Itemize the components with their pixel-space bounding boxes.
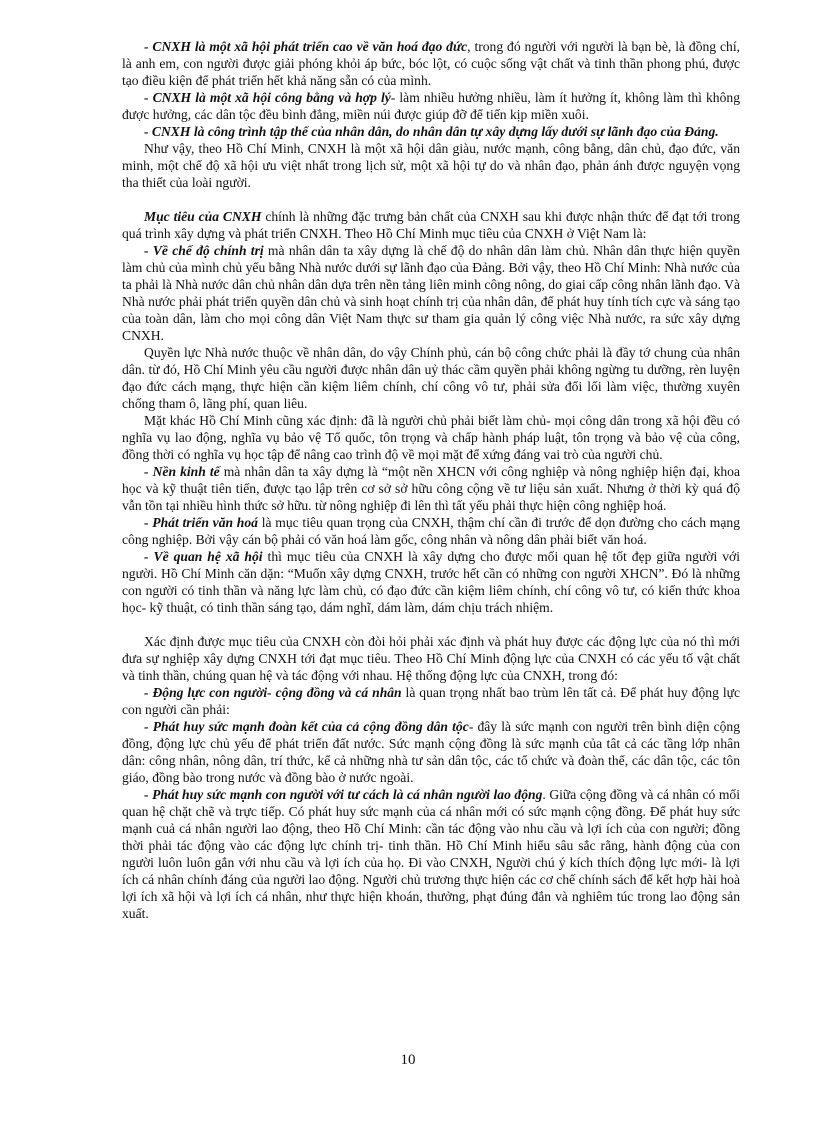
paragraph-3 xyxy=(122,123,740,140)
paragraph-text: là quan trọng nhất bao trùm lên tất cả. Để phát huy động lực con người cần phải: xyxy=(122,685,740,717)
paragraph-text: - làm nhiều hưởng nhiều, làm ít hưởng ít, không làm thì không được hưởng, các dân tộc đều bình đẳng, miền núi được giúp đỡ để tiến kịp miền xuôi. xyxy=(122,90,740,122)
paragraph-10 xyxy=(122,514,740,548)
paragraph-11 xyxy=(122,548,740,616)
paragraph-9 xyxy=(122,463,740,514)
bold-lead: - CNXH là một xã hội phát triển cao về văn hoá đạo đức xyxy=(144,39,468,54)
paragraph-7 xyxy=(122,344,740,412)
paragraph-text: là mục tiêu quan trọng của CNXH, thậm chí cần đi trước để dọn đường cho cách mạng công nghiệp. Bởi vậy cán bộ phải có văn hoá làm gốc, công nhân và nông dân phải biết văn hoá. xyxy=(122,515,740,547)
paragraph-8 xyxy=(122,412,740,463)
bold-lead: - Về chế độ chính trị xyxy=(144,243,264,258)
paragraph-text: thì mục tiêu của CNXH là xây dựng cho được mối quan hệ tốt đẹp giữa người với người. Hồ Chí Minh căn dặn: “Muốn xây dựng CNXH, trước hết cần có những con người XHCN”. Đó là những con người có tinh thần và năng lực làm chủ, có đạo đức cần kiệm liêm chính, chí công vô tư, có kiến thức khoa học- kỹ thuật, có tinh thần sáng tạo, dám nghĩ, dám làm, dám chịu trách nhiệm. xyxy=(122,549,741,615)
bold-lead: - Phát huy sức mạnh con người với tư cách là cá nhân người lao động xyxy=(144,787,543,802)
bold-lead: Mục tiêu của CNXH xyxy=(144,209,262,224)
paragraph-text: Như vậy, theo Hồ Chí Minh, CNXH là một xã hội dân giàu, nước mạnh, công bằng, dân chủ, đạo đức, văn minh, một chế độ xã hội ưu việt nhất trong lịch sử, một xã hội tự do và nhân đạo, phản ánh được nguyện vọng tha thiết của loài người. xyxy=(122,141,740,190)
paragraph-text: - đây là sức mạnh con người trên bình diện cộng đồng, động lực chủ yếu để phát triển đất nước. Sức mạnh cộng đồng là sức mạnh của tât cả các tầng lớp nhân dân: công nhân, nông dân, trí thức, kể cả những nhà tư sản dân tộc, các tổ chức và đoàn thể, các dân tộc, các tôn giáo, đồng bào trong nước và đồng bào ở nước ngoài. xyxy=(122,719,740,785)
spacer xyxy=(122,616,740,633)
paragraph-12 xyxy=(122,633,740,684)
paragraph-4 xyxy=(122,140,740,191)
paragraph-text: mà nhân dân ta xây dựng là “một nền XHCN với công nghiệp và nông nghiệp hiện đại, khoa học và kỹ thuật tiên tiến, được tạo lập trên cơ sở sở hữu công cộng về tư liệu sản xuất. Nhưng ở thời kỳ quá độ vẫn tồn tại nhiều hình thức sở hữu. từ nông nghiệp đi lên thì tất yếu phải thực hiện công nghiệp hoá. xyxy=(122,464,740,513)
bold-lead: - Động lực con người- cộng đồng và cá nhân xyxy=(144,685,402,700)
paragraph-14 xyxy=(122,718,740,786)
paragraph-text: . Giữa cộng đồng và cá nhân có mối quan hệ chặt chẽ và trực tiếp. Có phát huy sức mạnh của cá nhân mới có sức mạnh cộng đồng. Để phát huy sức mạnh cuả cá nhân người lao động, theo Hồ Chí Minh: cần tác động vào nhu cầu và lợi ích của con người; đồng thời phải tác động vào các động lực chính trị- tinh thần. Hồ Chí Minh hiểu sâu sắc rằng, hành động của con người luôn luôn gắn với nhu cầu và lợi ích của họ. Đi vào CNXH, Người chú ý kích thích động lực mới- là lợi ích cá nhân chính đáng của người lao động. Người chủ trương thực hiện các cơ chế chính sách để kết hợp hài hoà lợi ích xã hội và lợi ích cá nhân, như thực hiện khoán, thưởng, phạt đúng đắn và nghiêm túc trong lao động sản xuất. xyxy=(122,787,740,921)
paragraph-text: Xác định được mục tiêu của CNXH còn đòi hỏi phải xác định và phát huy được các động lực của nó thì mới đưa sự nghiệp xây dựng CNXH tới đạt mục tiêu. Theo Hồ Chí Minh động lực của CNXH có các yếu tố vật chất và tinh thần, chúng quan hệ và tác động với nhau. Hệ thống động lực của CNXH, trong đó: xyxy=(122,634,740,683)
page-number: 10 xyxy=(400,1052,416,1068)
paragraph-6 xyxy=(122,242,740,344)
paragraph-2 xyxy=(122,89,740,123)
paragraph-text: chính là những đặc trưng bản chất của CNXH sau khi được nhận thức để đạt tới trong quá trình xây dựng và phát triển CNXH. Theo Hồ Chí Minh mục tiêu của CNXH ở Việt Nam là: xyxy=(122,209,740,241)
paragraph-1 xyxy=(122,38,740,89)
bold-lead: - Phát huy sức mạnh đoàn kết của cả cộng đồng dân tộc xyxy=(144,719,469,734)
paragraph-13 xyxy=(122,684,740,718)
bold-lead: - Phát triển văn hoá xyxy=(144,515,258,530)
bold-lead: - Về quan hệ xã hội xyxy=(144,549,263,564)
paragraph-text: Quyền lực Nhà nước thuộc về nhân dân, do vậy Chính phủ, cán bộ công chức phải là đầy tớ chung của nhân dân. từ đó, Hồ Chí Minh yêu cầu người được nhân dân uỷ thác cầm quyền phải không ngừng tu dưỡng, rèn luyện đạo đức cách mạng, thực hiện cần kiệm liêm chính, chí công vô tư, phải sửa đổi lối làm việc, thường xuyên chống tham ô, lãng phí, quan liêu. xyxy=(122,345,740,411)
paragraph-15 xyxy=(122,786,740,922)
bold-lead: - Nền kinh tế xyxy=(144,464,220,479)
paragraph-text: , trong đó người với người là bạn bè, là đồng chí, là anh em, con người được giải phóng khỏi áp bức, bóc lột, có cuộc sống vật chất và tinh thần phong phú, được tạo điều kiện để phát triển hết khả năng sẵn có của mình. xyxy=(122,39,741,88)
paragraph-text: Mặt khác Hồ Chí Minh cũng xác định: đã là người chủ phải biết làm chủ- mọi công dân trong xã hội đều có nghĩa vụ lao động, nghĩa vụ bảo vệ Tổ quốc, tôn trọng và chấp hành pháp luật, tôn trọng và bảo vệ của công, đồng thời có nghĩa vụ học tập để nâng cao trình độ về mọi mặt để xứng đáng vai trò của người chủ. xyxy=(122,413,740,462)
paragraph-5 xyxy=(122,208,740,242)
paragraph-text: mà nhân dân ta xây dựng là chế độ do nhân dân làm chủ. Nhân dân thực hiện quyền làm chủ của mình chủ yếu bằng Nhà nước dưới sự lãnh đạo của Đảng. Bởi vậy, theo Hồ Chí Minh: Nhà nước của ta phải là Nhà nước dân chủ nhân dân dựa trên nền tảng liên minh công nông, do giai cấp công nhân lãnh đạo. Và Nhà nước phải phát triển quyền dân chủ và sinh hoạt chính trị của nhân dân, để phát huy tính tích cực và sáng tạo của toàn dân, làm cho mọi công dân Việt Nam thực sư tham gia quản lý công việc Nhà nước, ra sức xây dựng CNXH. xyxy=(122,243,740,343)
bold-lead: - CNXH là công trình tập thể của nhân dân, do nhân dân tự xây dựng lấy dưới sự lãnh đạo của Đảng. xyxy=(144,124,719,139)
spacer xyxy=(122,191,740,208)
bold-lead: - CNXH là một xã hội công bằng và hợp lý xyxy=(144,90,391,105)
